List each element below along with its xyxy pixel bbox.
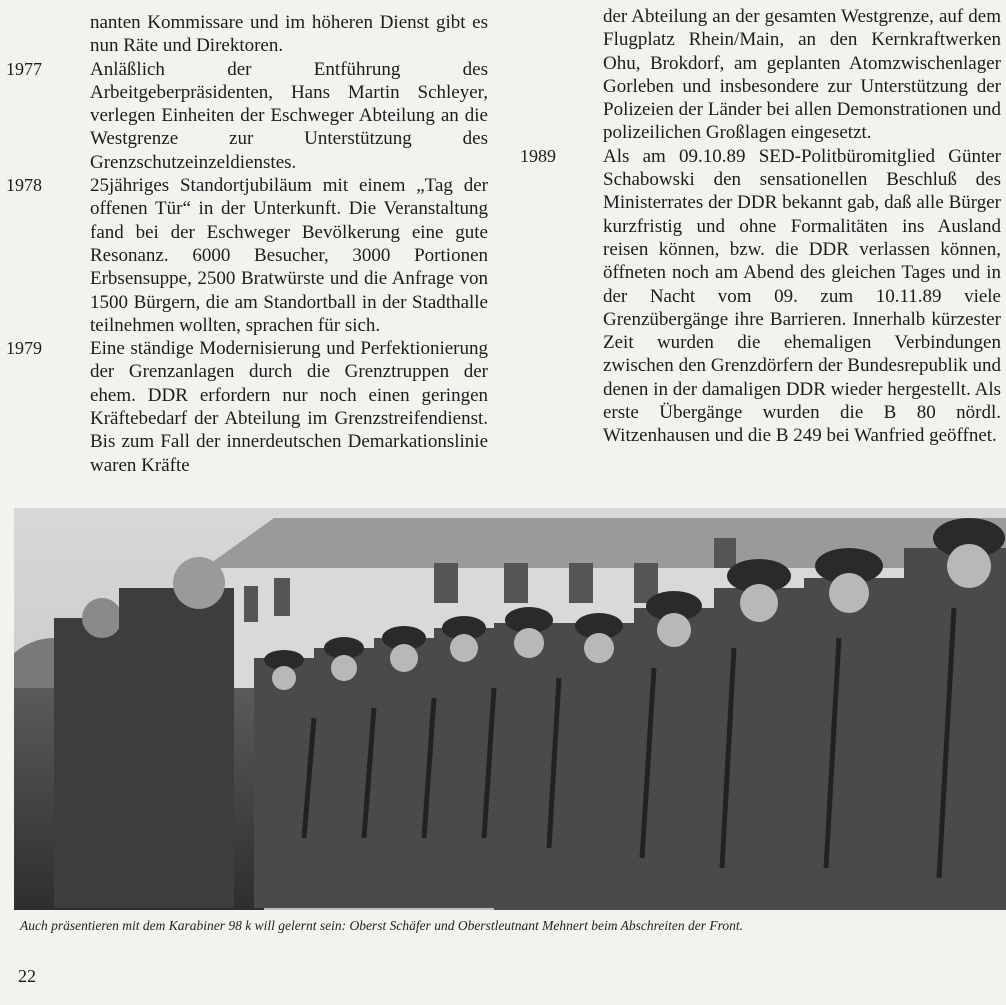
left-lead-paragraph: nanten Kommissare und im höheren Dienst gibt es nun Räte und Direktoren. — [90, 12, 488, 57]
entry-text: Als am 09.10.89 SED-Politbüromitglied Günter Schabowski den sensationellen Beschluß des Ministerrates der DDR bekannt gab, daß alle Bürger kurzfristig und ohne Formalitäten ins Ausland reisen können, bzw. die DDR verlassen können, öffneten noch am Abend des gleichen Tages und in der Nacht vom 09. zum 10.11.89 viele Grenzübergänge ihre Barrieren. Innerhalb kürzester Zeit wurden die ehemaligen Verbindungen zwischen den Grenzdörfern der Bundesrepublik und denen in der damaligen DDR wieder hergestellt. Als erste Übergänge wurden die B 80 nördl. Witzenhausen und die B 249 bei Wanfried geöffnet. — [603, 145, 1001, 447]
year-label: 1989 — [520, 145, 556, 166]
entry-1979 — [0, 337, 500, 477]
photo-parade — [14, 508, 1006, 910]
entry-1977 — [0, 58, 500, 174]
entry-text: 25jähriges Standortjubiläum mit einem „Tag der offenen Tür“ in der Unterkunft. Die Veranstaltung fand bei der Eschweger Bevölkerung eine gute Resonanz. 6000 Besucher, 3000 Portionen Erbsensuppe, 2500 Bratwürste und die Anfrage von 1500 Bürgern, die am Standortball in der Stadthalle teilnehmen wollten, sprachen für sich. — [90, 175, 488, 336]
entry-text: Anläßlich der Entführung des Arbeitgeberpräsidenten, Hans Martin Schleyer, verlegen Einheiten der Eschweger Abteilung an die Westgrenze zur Unterstützung des Grenzschutzeinzeldienstes. — [90, 58, 488, 173]
year-label: 1978 — [6, 175, 42, 196]
year-label: 1979 — [6, 338, 42, 359]
right-column — [510, 0, 1006, 448]
photo-caption: Auch präsentieren mit dem Karabiner 98 k will gelernt sein: Oberst Schäfer und Oberstleutnant Mehnert beim Abschreiten der Front. — [20, 918, 744, 933]
page-number: 22 — [18, 966, 36, 986]
entry-text: Eine ständige Modernisierung und Perfektionierung der Grenzanlagen durch die Grenztruppen der ehem. DDR erfordern nur noch einen geringen Kräftebedarf der Abteilung im Grenzstreifendienst. Bis zum Fall der innerdeutschen Demarkationslinie waren Kräfte — [90, 338, 488, 476]
entry-1978 — [0, 174, 500, 337]
left-column — [0, 0, 500, 477]
entry-1989 — [510, 145, 1006, 448]
parade-photo-illustration — [14, 508, 1006, 910]
year-label: 1977 — [6, 58, 42, 79]
right-lead-paragraph: der Abteilung an der gesamten Westgrenze, auf dem Flugplatz Rhein/Main, an den Kernkraftwerken Ohu, Brokdorf, am geplanten Atomzwischenlager Gorleben und insbesondere zur Unterstützung der Polizeien der Länder bei allen Demonstrationen und polizeilichen Großlagen eingesetzt. — [603, 6, 1001, 144]
